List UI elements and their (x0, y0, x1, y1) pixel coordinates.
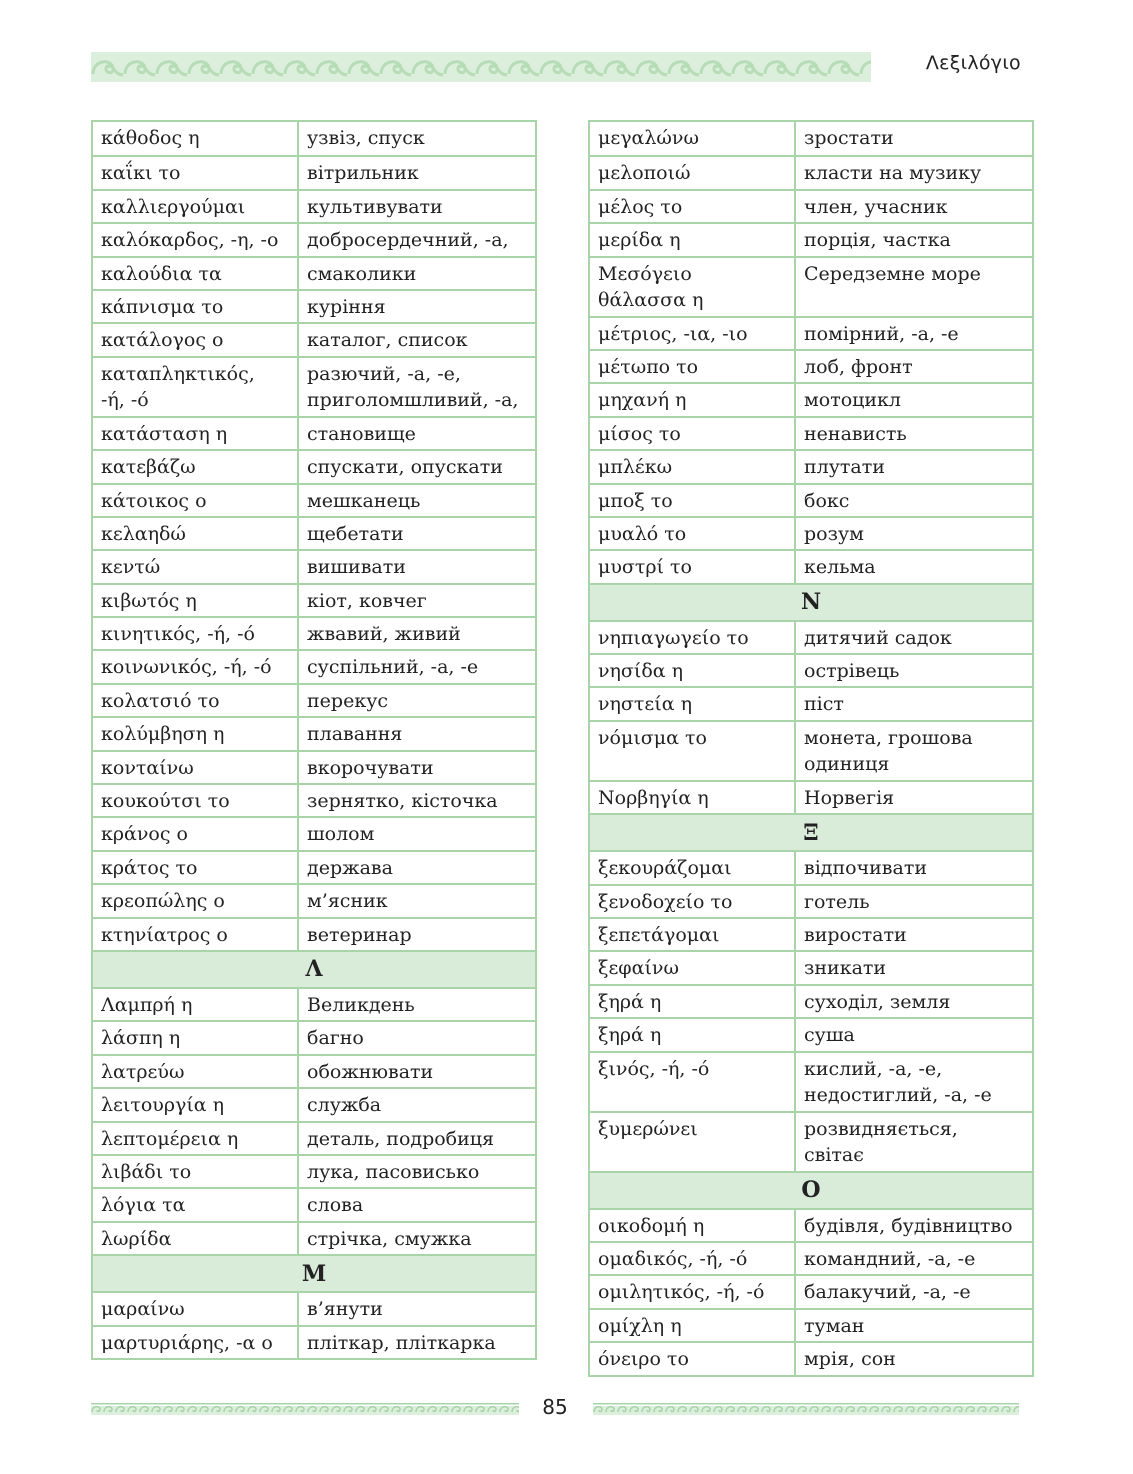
greek-term: λειτουργία η (93, 1089, 299, 1120)
ukrainian-translation: служба (307, 1094, 382, 1117)
vocabulary-row (93, 416, 535, 449)
section-letter: Ο (801, 1177, 821, 1204)
ukrainian-translation: щебетати (307, 522, 404, 545)
vocabulary-row (590, 1111, 1032, 1171)
section-letter: Λ (305, 956, 323, 983)
vocabulary-row (590, 984, 1032, 1017)
ukrainian-translation: пліткар, пліткарка (307, 1331, 496, 1354)
greek-term: κουκούτσι το (93, 785, 299, 816)
ukrainian-translation: в’янути (307, 1298, 383, 1321)
section-letter: Μ (301, 1260, 327, 1287)
page-number: 85 (542, 1395, 568, 1419)
section-header-row (590, 1171, 1032, 1208)
vocabulary-row (93, 883, 535, 916)
vocabulary-row (93, 222, 535, 255)
vocabulary-table-left (91, 120, 537, 1360)
ukrainian-translation: балакучий, -а, -е (804, 1281, 971, 1304)
vocabulary-row (590, 155, 1032, 188)
greek-term: μαρτυριάρης, -α ο (93, 1327, 299, 1358)
ukrainian-translation: мрія, сон (804, 1348, 896, 1371)
ukrainian-translation: плавання (307, 723, 403, 746)
vocabulary-row (93, 1187, 535, 1220)
vocabulary-row (93, 516, 535, 549)
greek-term: μπλέκω (590, 451, 796, 482)
greek-term: ξινός, -ή, -ό (590, 1053, 796, 1111)
vocabulary-row (590, 222, 1032, 255)
greek-term: μίσος το (590, 418, 796, 449)
greek-term: μυαλό το (590, 518, 796, 549)
ukrainian-translation: шолом (307, 823, 375, 846)
vocabulary-row (93, 917, 535, 950)
greek-term: λόγια τα (93, 1189, 299, 1220)
greek-term: ξενοδοχείο το (590, 886, 796, 917)
vocabulary-row (93, 1054, 535, 1087)
section-letter: Ξ (803, 819, 819, 846)
greek-term: Μεσόγειο θάλασσα η (590, 258, 796, 316)
vocabulary-row (93, 449, 535, 482)
ukrainian-translation: добросердечний, -а, (307, 229, 509, 252)
ukrainian-translation: Середземне море (804, 262, 981, 285)
greek-term: όνειρο το (590, 1343, 796, 1374)
greek-term: νηστεία η (590, 688, 796, 719)
ukrainian-translation: розум (804, 522, 864, 545)
greek-term: καλόκαρδος, -η, -ο (93, 224, 299, 255)
vocabulary-row (93, 850, 535, 883)
greek-term: Νορβηγία η (590, 782, 796, 813)
vocabulary-row (590, 1051, 1032, 1111)
vocabulary-row (590, 1208, 1032, 1241)
ukrainian-translation: Норвегія (804, 786, 895, 809)
greek-term: κεντώ (93, 551, 299, 582)
ukrainian-translation: становище (307, 422, 416, 445)
ukrainian-translation: куріння (307, 295, 386, 318)
greek-term: μελοποιώ (590, 157, 796, 188)
vocabulary-row (93, 122, 535, 155)
vocabulary-row (590, 917, 1032, 950)
greek-term: νόμισμα το (590, 722, 796, 780)
decorative-wave-band-bottom-right (593, 1403, 1019, 1415)
greek-term: ξεπετάγομαι (590, 919, 796, 950)
vocabulary-row (590, 382, 1032, 415)
greek-term: κατάλογος ο (93, 324, 299, 355)
ukrainian-translation: лука, пасовисько (307, 1160, 480, 1183)
greek-term: ομιλητικός, -ή, -ό (590, 1276, 796, 1307)
ukrainian-translation: кислий, -а, -е, недостиглий, -а, -е (804, 1057, 992, 1106)
greek-term: κρεοπώλης ο (93, 885, 299, 916)
ukrainian-translation: вишивати (307, 556, 406, 579)
greek-term: νησίδα η (590, 655, 796, 686)
vocabulary-row (93, 1154, 535, 1187)
vocabulary-row (93, 322, 535, 355)
ukrainian-translation: багно (307, 1027, 364, 1050)
greek-term: ξεφαίνω (590, 952, 796, 983)
vocabulary-row (93, 683, 535, 716)
greek-term: κατάσταση η (93, 418, 299, 449)
greek-term: λιβάδι το (93, 1156, 299, 1187)
page-header-title: Λεξιλόγιο (925, 52, 1021, 74)
greek-term: καλούδια τα (93, 258, 299, 289)
ukrainian-translation: обожнювати (307, 1060, 434, 1083)
ukrainian-translation: деталь, подробиця (307, 1127, 494, 1150)
vocabulary-row (93, 1087, 535, 1120)
section-header-row (93, 1254, 535, 1291)
greek-term: μερίδα η (590, 224, 796, 255)
ukrainian-translation: культивувати (307, 195, 443, 218)
greek-term: λωρίδα (93, 1223, 299, 1254)
ukrainian-translation: помірний, -а, -е (804, 322, 959, 345)
greek-term: κολύμβηση η (93, 718, 299, 749)
ukrainian-translation: плутати (804, 456, 885, 479)
vocabulary-row (590, 516, 1032, 549)
vocabulary-row (93, 256, 535, 289)
section-header-row (590, 583, 1032, 620)
greek-term: κελαηδώ (93, 518, 299, 549)
ukrainian-translation: суспільний, -а, -е (307, 656, 479, 679)
vocabulary-row (590, 416, 1032, 449)
vocabulary-row (590, 483, 1032, 516)
greek-term: καλλιεργούμαι (93, 191, 299, 222)
greek-term: ξυμερώνει (590, 1113, 796, 1171)
section-header-row (590, 813, 1032, 850)
vocabulary-row (93, 583, 535, 616)
ukrainian-translation: член, учасник (804, 195, 948, 218)
vocabulary-row (590, 1017, 1032, 1050)
vocabulary-row (93, 816, 535, 849)
ukrainian-translation: ветеринар (307, 923, 412, 946)
greek-term: λάσπη η (93, 1022, 299, 1053)
greek-term: Λαμπρή η (93, 989, 299, 1020)
greek-term: μέτωπο το (590, 351, 796, 382)
greek-term: κολατσιό το (93, 685, 299, 716)
ukrainian-translation: дитячий садок (804, 626, 952, 649)
vocabulary-row (93, 483, 535, 516)
vocabulary-row (93, 649, 535, 682)
vocabulary-row (93, 1291, 535, 1324)
ukrainian-translation: кельма (804, 556, 876, 579)
vocabulary-row (93, 549, 535, 582)
section-letter: Ν (800, 589, 822, 616)
vocabulary-row (93, 1020, 535, 1053)
greek-term: μαραίνω (93, 1293, 299, 1324)
ukrainian-translation: лоб, фронт (804, 355, 913, 378)
greek-term: νηπιαγωγείο το (590, 622, 796, 653)
greek-term: οικοδομή η (590, 1210, 796, 1241)
greek-term: μέτριος, -ια, -ιο (590, 318, 796, 349)
ukrainian-translation: туман (804, 1314, 865, 1337)
greek-term: μεγαλώνω (590, 122, 796, 155)
ukrainian-translation: зростати (804, 127, 894, 149)
section-header-row (93, 950, 535, 987)
ukrainian-translation: класти на музику (804, 162, 982, 185)
vocabulary-row (93, 155, 535, 188)
ukrainian-translation: виростати (804, 924, 907, 947)
greek-term: κτηνίατρος ο (93, 919, 299, 950)
vocabulary-row (590, 720, 1032, 780)
ukrainian-translation: острівець (804, 660, 900, 683)
ukrainian-translation: ненависть (804, 422, 907, 445)
ukrainian-translation: зернятко, кісточка (307, 790, 498, 813)
ukrainian-translation: командний, -а, -е (804, 1247, 976, 1270)
greek-term: κάτοικος ο (93, 485, 299, 516)
greek-term: ξηρά η (590, 986, 796, 1017)
vocabulary-row (93, 356, 535, 416)
vocabulary-row (590, 850, 1032, 883)
vocabulary-row (590, 1274, 1032, 1307)
ukrainian-translation: мешканець (307, 489, 421, 512)
greek-term: μυστρί το (590, 551, 796, 582)
greek-term: κοινωνικός, -ή, -ό (93, 651, 299, 682)
ukrainian-translation: готель (804, 890, 870, 913)
ukrainian-translation: м’ясник (307, 890, 388, 913)
ukrainian-translation: піст (804, 693, 844, 716)
vocabulary-row (93, 750, 535, 783)
greek-term: μέλος το (590, 191, 796, 222)
greek-term: κάπνισμα το (93, 291, 299, 322)
vocabulary-table-right (588, 120, 1034, 1377)
vocabulary-row (93, 189, 535, 222)
greek-term: κονταίνω (93, 752, 299, 783)
ukrainian-translation: суходіл, земля (804, 990, 951, 1013)
ukrainian-translation: монета, грошова одиниця (804, 726, 973, 775)
ukrainian-translation: вітрильник (307, 162, 419, 185)
vocabulary-row (590, 620, 1032, 653)
greek-term: λατρεύω (93, 1056, 299, 1087)
vocabulary-row (590, 549, 1032, 582)
vocabulary-row (590, 686, 1032, 719)
greek-term: κάθοδος η (93, 122, 299, 155)
ukrainian-translation: стрічка, смужка (307, 1227, 472, 1250)
vocabulary-row (590, 1341, 1032, 1374)
ukrainian-translation: жвавий, живий (307, 623, 461, 646)
vocabulary-row (93, 1121, 535, 1154)
vocabulary-row (590, 449, 1032, 482)
vocabulary-row (590, 653, 1032, 686)
vocabulary-row (590, 1241, 1032, 1274)
ukrainian-translation: будівля, будівництво (804, 1214, 1013, 1237)
ukrainian-translation: порція, частка (804, 229, 951, 252)
ukrainian-translation: відпочивати (804, 857, 927, 880)
greek-term: μηχανή η (590, 384, 796, 415)
ukrainian-translation: смаколики (307, 262, 417, 285)
greek-term: ομαδικός, -ή, -ό (590, 1243, 796, 1274)
greek-term: ξηρά η (590, 1019, 796, 1050)
ukrainian-translation: кіот, ковчег (307, 589, 427, 612)
ukrainian-translation: суша (804, 1024, 855, 1047)
vocabulary-row (590, 189, 1032, 222)
vocabulary-row (93, 716, 535, 749)
ukrainian-translation: слова (307, 1194, 364, 1217)
greek-term: κράτος το (93, 852, 299, 883)
ukrainian-translation: бокс (804, 489, 850, 512)
vocabulary-row (590, 316, 1032, 349)
vocabulary-row (93, 1221, 535, 1254)
ukrainian-translation: перекус (307, 689, 389, 712)
vocabulary-row (590, 349, 1032, 382)
ukrainian-translation: Великдень (307, 993, 415, 1016)
ukrainian-translation: разючий, -а, -е, приголомшливий, -а, (307, 362, 519, 411)
greek-term: κατεβάζω (93, 451, 299, 482)
vocabulary-row (93, 616, 535, 649)
ukrainian-translation: мотоцикл (804, 389, 901, 412)
vocabulary-row (93, 987, 535, 1020)
ukrainian-translation: вкорочувати (307, 756, 434, 779)
greek-term: ξεκουράζομαι (590, 852, 796, 883)
vocabulary-row (590, 122, 1032, 155)
ukrainian-translation: каталог, список (307, 329, 468, 352)
vocabulary-row (590, 884, 1032, 917)
greek-term: κράνος ο (93, 818, 299, 849)
vocabulary-row (93, 1325, 535, 1358)
vocabulary-row (590, 780, 1032, 813)
vocabulary-row (93, 289, 535, 322)
ukrainian-translation: зникати (804, 957, 887, 980)
vocabulary-row (93, 783, 535, 816)
greek-term: κιβωτός η (93, 585, 299, 616)
vocabulary-row (590, 256, 1032, 316)
vocabulary-row (590, 1308, 1032, 1341)
greek-term: κινητικός, -ή, -ό (93, 618, 299, 649)
vocabulary-row (590, 950, 1032, 983)
greek-term: ομίχλη η (590, 1310, 796, 1341)
ukrainian-translation: розвидняється, світає (804, 1117, 958, 1166)
decorative-wave-band-top (91, 52, 871, 82)
greek-term: λεπτομέρεια η (93, 1123, 299, 1154)
greek-term: καταπληκτικός, -ή, -ό (93, 358, 299, 416)
ukrainian-translation: узвіз, спуск (307, 127, 425, 149)
greek-term: μποξ το (590, 485, 796, 516)
greek-term: καΐκι το (93, 157, 299, 188)
ukrainian-translation: спускати, опускати (307, 456, 503, 479)
ukrainian-translation: держава (307, 856, 393, 879)
